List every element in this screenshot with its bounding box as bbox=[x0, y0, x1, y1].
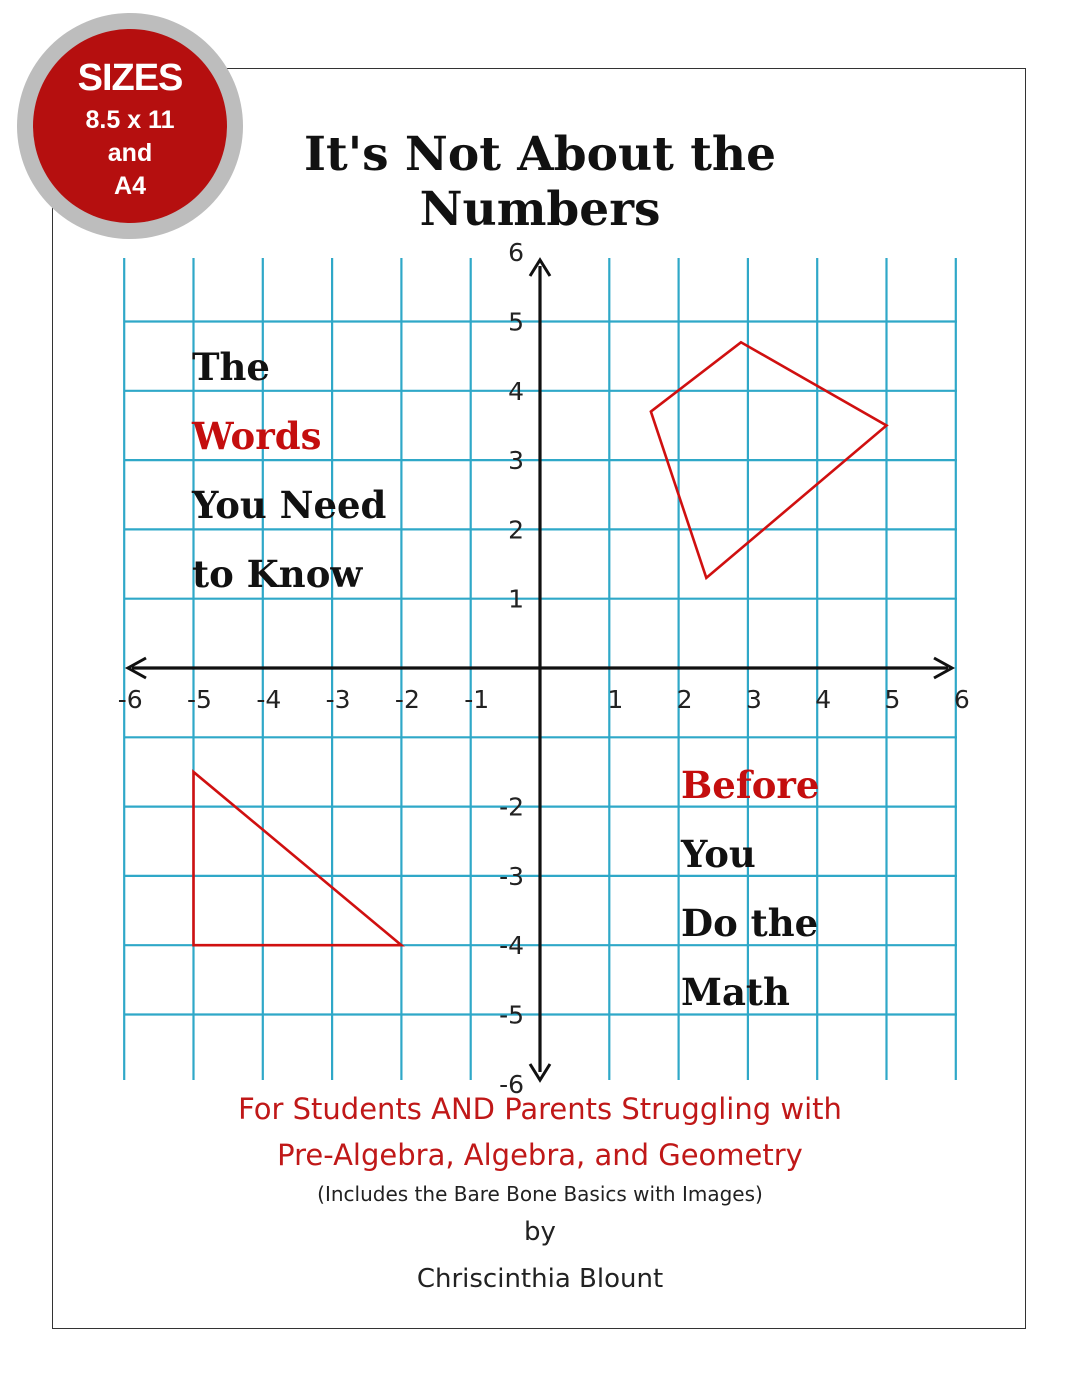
triangle-shape bbox=[194, 772, 402, 945]
x-tick-label: 5 bbox=[884, 685, 901, 714]
right-phrase-line-2: You bbox=[681, 832, 756, 876]
badge-title: SIZES bbox=[77, 57, 183, 99]
author-name: Chriscinthia Blount bbox=[416, 1264, 664, 1294]
y-tick-label: 6 bbox=[508, 238, 524, 268]
badge-size-a4: A4 bbox=[114, 172, 146, 200]
y-tick-label: 5 bbox=[508, 307, 524, 337]
x-tick-label: -4 bbox=[256, 685, 282, 714]
y-tick-label: 1 bbox=[508, 584, 524, 614]
title-line-1: It's Not About the bbox=[304, 127, 776, 182]
x-tick-label: 2 bbox=[676, 685, 693, 714]
subtitle-line-1: For Students AND Parents Struggling with bbox=[238, 1092, 842, 1126]
left-phrase-line-1: The bbox=[192, 345, 270, 389]
book-title bbox=[240, 127, 840, 237]
left-phrase-line-2: Words bbox=[192, 414, 322, 458]
x-tick-label: 1 bbox=[607, 685, 624, 714]
y-tick-label: 2 bbox=[508, 515, 524, 545]
x-tick-label: -5 bbox=[187, 685, 212, 714]
left-phrase-line-4: to Know bbox=[192, 552, 363, 596]
right-phrase-line-1: Before bbox=[681, 763, 820, 807]
x-tick-label: -6 bbox=[117, 685, 143, 714]
x-tick-label: 3 bbox=[745, 685, 762, 714]
y-tick-label: -2 bbox=[499, 792, 524, 822]
x-tick-label: -2 bbox=[394, 685, 420, 714]
y-tick-label: 3 bbox=[508, 446, 524, 476]
byline: by bbox=[524, 1217, 556, 1247]
left-phrase-line-3: You Need bbox=[192, 483, 387, 527]
size-badge bbox=[33, 29, 227, 223]
y-tick-label: 4 bbox=[508, 376, 524, 406]
y-tick-label: -4 bbox=[499, 931, 524, 961]
right-phrase-line-4: Math bbox=[681, 970, 790, 1014]
x-tick-label: 4 bbox=[815, 685, 832, 714]
right-phrase-line-3: Do the bbox=[681, 901, 819, 945]
badge-and: and bbox=[107, 139, 153, 167]
x-tick-label: -1 bbox=[464, 685, 490, 714]
badge-size-letter: 8.5 x 11 bbox=[85, 106, 175, 134]
y-tick-label: -5 bbox=[499, 1000, 524, 1030]
x-tick-label: 6 bbox=[953, 685, 970, 714]
x-tick-label: -3 bbox=[325, 685, 351, 714]
subtitle-note: (Includes the Bare Bone Basics with Images) bbox=[317, 1182, 763, 1206]
y-tick-label: -6 bbox=[499, 1069, 524, 1099]
y-tick-label: -3 bbox=[499, 861, 524, 891]
title-line-2: Numbers bbox=[419, 182, 661, 237]
subtitle-line-2: Pre-Algebra, Algebra, and Geometry bbox=[277, 1138, 803, 1172]
